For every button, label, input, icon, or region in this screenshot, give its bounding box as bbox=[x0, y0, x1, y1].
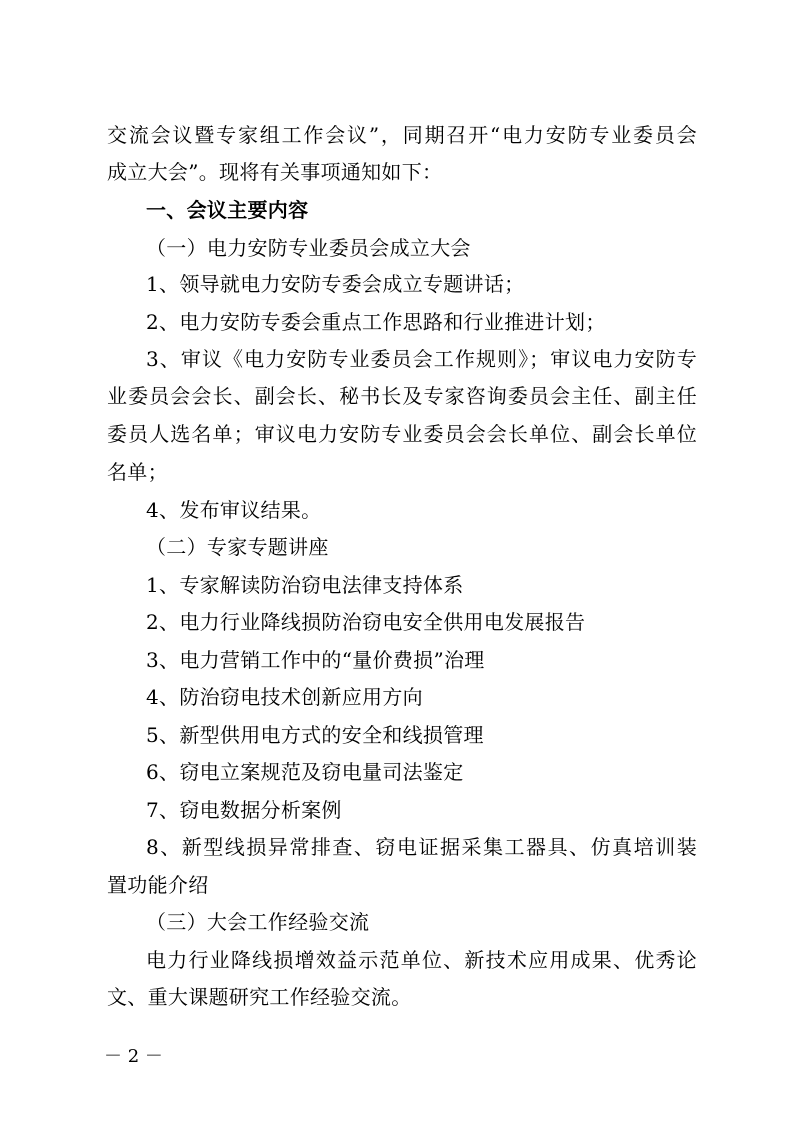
list-item: 2、电力安防专委会重点工作思路和行业推进计划； bbox=[146, 310, 606, 334]
paragraph-line: 交流会议暨专家组工作会议”，同期召开“电力安防专业委员会 bbox=[107, 123, 697, 147]
list-item: 8、新型线损异常排查、窃电证据采集工器具、仿真培训装 bbox=[146, 835, 697, 859]
list-item-continuation: 名单； bbox=[107, 460, 168, 484]
list-item-continuation: 置功能介绍 bbox=[107, 873, 209, 897]
list-item: 1、专家解读防治窃电法律支持体系 bbox=[146, 573, 464, 597]
list-item: 5、新型供用电方式的安全和线损管理 bbox=[146, 723, 484, 747]
list-item: 3、电力营销工作中的“量价费损”治理 bbox=[146, 648, 485, 672]
list-item: 7、窃电数据分析案例 bbox=[146, 798, 342, 822]
subsection-heading: （三）大会工作经验交流 bbox=[146, 910, 370, 934]
section-heading: 一、会议主要内容 bbox=[146, 198, 309, 222]
list-item: 1、领导就电力安防专委会成立专题讲话； bbox=[146, 272, 525, 296]
list-item: 4、防治窃电技术创新应用方向 bbox=[146, 685, 423, 709]
paragraph-line: 文、重大课题研究工作经验交流。 bbox=[107, 985, 412, 1009]
list-item: 2、电力行业降线损防治窃电安全供用电发展报告 bbox=[146, 610, 586, 634]
page-number: － 2 － bbox=[104, 1046, 163, 1067]
list-item-continuation: 业委员会会长、副会长、秘书长及专家咨询委员会主任、副主任 bbox=[107, 384, 697, 408]
paragraph-line: 成立大会”。现将有关事项通知如下： bbox=[107, 160, 443, 184]
subsection-heading: （一）电力安防专业委员会成立大会 bbox=[146, 236, 471, 260]
subsection-heading: （二）专家专题讲座 bbox=[146, 535, 329, 559]
list-item-continuation: 委员人选名单；审议电力安防专业委员会会长单位、副会长单位 bbox=[107, 422, 697, 446]
paragraph-line: 电力行业降线损增效益示范单位、新技术应用成果、优秀论 bbox=[146, 948, 697, 972]
list-item: 6、窃电立案规范及窃电量司法鉴定 bbox=[146, 760, 464, 784]
list-item: 3、审议《电力安防专业委员会工作规则》；审议电力安防专 bbox=[146, 347, 697, 371]
list-item: 4、发布审议结果。 bbox=[146, 498, 322, 522]
